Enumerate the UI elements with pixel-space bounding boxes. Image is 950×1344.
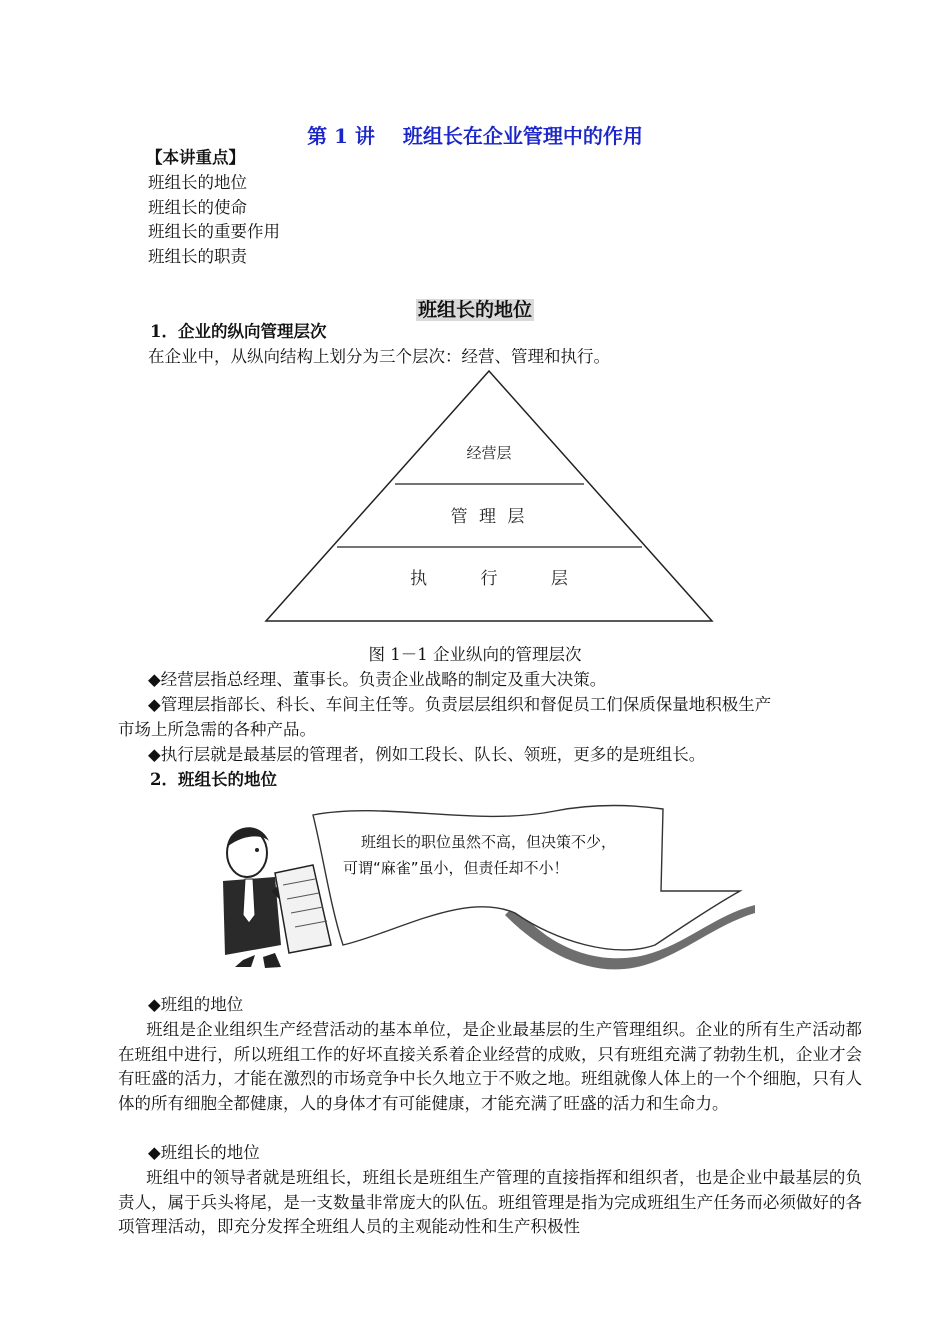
lecture-title bbox=[0, 120, 950, 149]
pyramid-layer-bottom: 执 行 层 bbox=[410, 569, 568, 589]
banner-text-line1: 班组长的职位虽然不高，但决策不少， bbox=[361, 833, 617, 851]
management-pyramid-diagram bbox=[260, 368, 720, 630]
leader-position-paragraph bbox=[118, 1166, 862, 1240]
key-point-item: 班组长的职责 bbox=[148, 247, 247, 266]
key-point-item: 班组长的重要作用 bbox=[148, 222, 280, 241]
bullet-management-middle: ◆管理层指部长、科长、车间主任等。负责层层组织和督促员工们保质保量地积极生产 bbox=[148, 695, 772, 714]
bullet-management-middle-cont: 市场上所急需的各种产品。 bbox=[118, 720, 316, 739]
lecture-number: 第 1 讲 bbox=[307, 124, 375, 148]
lecture-topic: 班组长在企业管理中的作用 bbox=[402, 124, 643, 148]
subsection-heading-2: 2．班组长的地位 bbox=[150, 770, 277, 789]
team-position-text: 班组是企业组织生产经营活动的基本单位，是企业最基层的生产管理组织。企业的所有生产活动都在班组中进行，所以班组工作的好坏直接关系着企业经营的成败，只有班组充满了勃勃生机，企业才会有旺盛的活力，才能在激烈的市场竞争中长久地立于不败之地。班组就像人体上的一个个细胞，只有人体的所有细胞全都健康，人的身体才有可能健康，才能充满了旺盛的活力和生命力。 bbox=[118, 1020, 862, 1113]
leader-position-text: 班组中的领导者就是班组长，班组长是班组生产管理的直接指挥和组织者，也是企业中最基层的负责人，属于兵头将尾，是一支数量非常庞大的队伍。班组管理是指为完成班组生产任务而必须做好的各项管理活动，即充分发挥全班组人员的主观能动性和生产积极性 bbox=[118, 1168, 862, 1236]
pyramid-layer-top: 经营层 bbox=[466, 444, 512, 462]
figure-caption: 图 1－1 企业纵向的管理层次 bbox=[368, 645, 582, 664]
section-heading: 班组长的地位 bbox=[417, 299, 532, 321]
bullet-management-execution: ◆执行层就是最基层的管理者，例如工段长、队长、领班，更多的是班组长。 bbox=[148, 745, 706, 764]
team-position-label: ◆班组的地位 bbox=[148, 995, 244, 1014]
bullet-management-executive: ◆经营层指总经理、董事长。负责企业战略的制定及重大决策。 bbox=[148, 670, 607, 689]
clipboard-icon bbox=[275, 865, 331, 953]
intro-text: 在企业中，从纵向结构上划分为三个层次：经营、管理和执行。 bbox=[148, 347, 610, 366]
cartoon-illustration bbox=[215, 795, 760, 975]
leader-position-label: ◆班组长的地位 bbox=[148, 1143, 260, 1162]
key-points-heading: 【本讲重点】 bbox=[146, 148, 245, 167]
subsection-heading-1: 1．企业的纵向管理层次 bbox=[150, 322, 327, 341]
banner-text-line2: 可谓“麻雀”虽小，但责任却不小！ bbox=[343, 859, 569, 877]
team-position-paragraph bbox=[118, 1018, 862, 1116]
key-point-item: 班组长的地位 bbox=[148, 173, 247, 192]
pyramid-layer-middle: 管 理 层 bbox=[450, 507, 528, 527]
key-point-item: 班组长的使命 bbox=[148, 198, 247, 217]
